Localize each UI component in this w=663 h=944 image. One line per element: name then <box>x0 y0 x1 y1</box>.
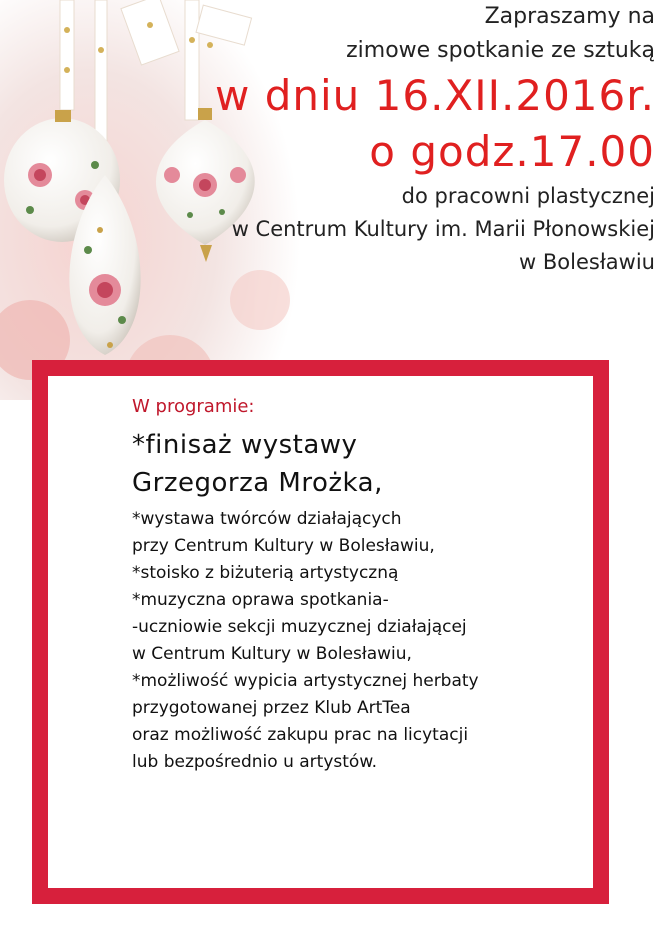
program-item: *stoisko z biżuterią artystyczną <box>132 563 399 583</box>
program-item: *możliwość wypicia artystycznej herbaty <box>132 671 479 691</box>
program-item: *wystawa twórców działających <box>132 509 402 529</box>
invite-line-2: zimowe spotkanie ze sztuką <box>346 38 655 63</box>
program-item: przygotowanej przez Klub ArtTea <box>132 698 411 718</box>
program-label: W programie: <box>132 396 255 417</box>
program-list <box>132 506 573 776</box>
program-item: przy Centrum Kultury w Bolesławiu, <box>132 536 435 556</box>
program-item: oraz możliwość zakupu prac na licytacji <box>132 725 469 745</box>
venue-line-2: w Centrum Kultury im. Marii Płonowskiej <box>231 217 655 241</box>
event-date: w dniu 16.XII.2016r. <box>215 71 655 120</box>
venue-line-3: w Bolesławiu <box>519 250 655 274</box>
program-headline-1: *finisaż wystawy <box>132 430 358 460</box>
event-time: o godz.17.00 <box>369 127 655 176</box>
venue-line-1: do pracowni plastycznej <box>401 184 655 208</box>
invite-line-1: Zapraszamy na <box>484 4 655 29</box>
invitation-header <box>135 0 655 279</box>
program-item: w Centrum Kultury w Bolesławiu, <box>132 644 412 664</box>
program-headline-2: Grzegorza Mrożka, <box>132 468 383 498</box>
program-item: -uczniowie sekcji muzycznej działającej <box>132 617 467 637</box>
program-frame <box>32 360 609 904</box>
program-section <box>132 394 573 776</box>
program-item: lub bezpośrednio u artystów. <box>132 752 378 772</box>
program-item: *muzyczna oprawa spotkania- <box>132 590 389 610</box>
